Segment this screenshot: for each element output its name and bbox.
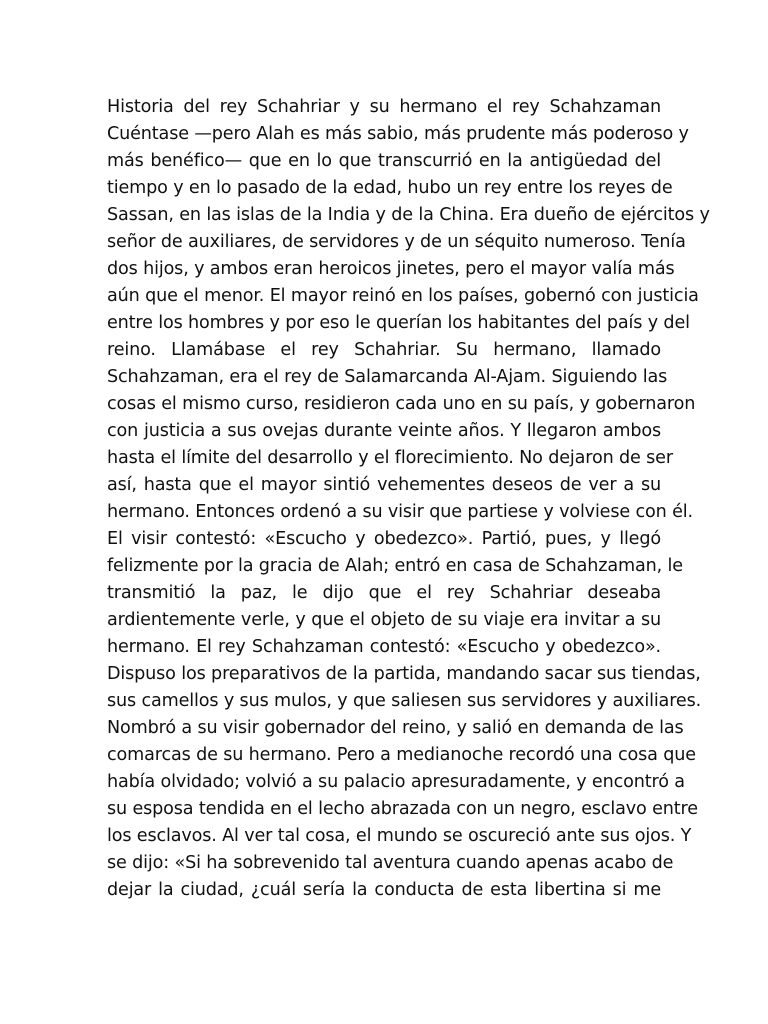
text-line: hasta el límite del desarrollo y el florecimiento. No dejaron de ser bbox=[107, 448, 673, 468]
text-line: su esposa tendida en el lecho abrazada con un negro, esclavo entre bbox=[107, 799, 698, 819]
text-line: Schahzaman, era el rey de Salamarcanda Al-Ajam. Siguiendo las bbox=[107, 367, 668, 387]
text-line: Dispuso los preparativos de la partida, mandando sacar sus tiendas, bbox=[107, 664, 701, 684]
text-line: transmitió la paz, le dijo que el rey Schahriar deseaba bbox=[107, 583, 661, 603]
text-line: entre los hombres y por eso le querían los habitantes del país y del bbox=[107, 313, 690, 333]
text-line: dejar la ciudad, ¿cuál sería la conducta de esta libertina si me bbox=[107, 880, 661, 900]
text-line: Nombró a su visir gobernador del reino, y salió en demanda de las bbox=[107, 718, 684, 738]
text-line: ardientemente verle, y que el objeto de su viaje era invitar a su bbox=[107, 610, 661, 630]
text-line: con justicia a sus ovejas durante veinte años. Y llegaron ambos bbox=[107, 421, 661, 441]
text-line: hermano. El rey Schahzaman contestó: «Escucho y obedezco». bbox=[107, 637, 661, 657]
text-line: hermano. Entonces ordenó a su visir que partiese y volviese con él. bbox=[107, 502, 693, 522]
text-line: Historia del rey Schahriar y su hermano el rey Schahzaman bbox=[107, 97, 661, 117]
text-line: aún que el menor. El mayor reinó en los países, gobernó con justicia bbox=[107, 286, 699, 306]
text-line: cosas el mismo curso, residieron cada uno en su país, y gobernaron bbox=[107, 394, 696, 414]
text-line: se dijo: «Si ha sobrevenido tal aventura cuando apenas acabo de bbox=[107, 853, 674, 873]
text-line: tiempo y en lo pasado de la edad, hubo un rey entre los reyes de bbox=[107, 178, 673, 198]
text-line: Cuéntase —pero Alah es más sabio, más prudente más poderoso y bbox=[107, 124, 689, 144]
text-line: Sassan, en las islas de la India y de la China. Era dueño de ejércitos y bbox=[107, 205, 710, 225]
text-line: los esclavos. Al ver tal cosa, el mundo se oscureció ante sus ojos. Y bbox=[107, 826, 692, 846]
text-line: El visir contestó: «Escucho y obedezco». Partió, pues, y llegó bbox=[107, 529, 661, 549]
text-line: felizmente por la gracia de Alah; entró en casa de Schahzaman, le bbox=[107, 556, 683, 576]
text-line: comarcas de su hermano. Pero a medianoche recordó una cosa que bbox=[107, 745, 696, 765]
text-line: había olvidado; volvió a su palacio apresuradamente, y encontró a bbox=[107, 772, 685, 792]
text-line: reino. Llamábase el rey Schahriar. Su hermano, llamado bbox=[107, 340, 661, 360]
text-line: sus camellos y sus mulos, y que saliesen sus servidores y auxiliares. bbox=[107, 691, 702, 711]
text-line: dos hijos, y ambos eran heroicos jinetes, pero el mayor valía más bbox=[107, 259, 675, 279]
text-line: así, hasta que el mayor sintió vehementes deseos de ver a su bbox=[107, 475, 661, 495]
text-line: más benéfico— que en lo que transcurrió en la antigüedad del bbox=[107, 151, 661, 171]
text-line: señor de auxiliares, de servidores y de un séquito numeroso. Tenía bbox=[107, 232, 686, 252]
story-text bbox=[107, 94, 710, 904]
